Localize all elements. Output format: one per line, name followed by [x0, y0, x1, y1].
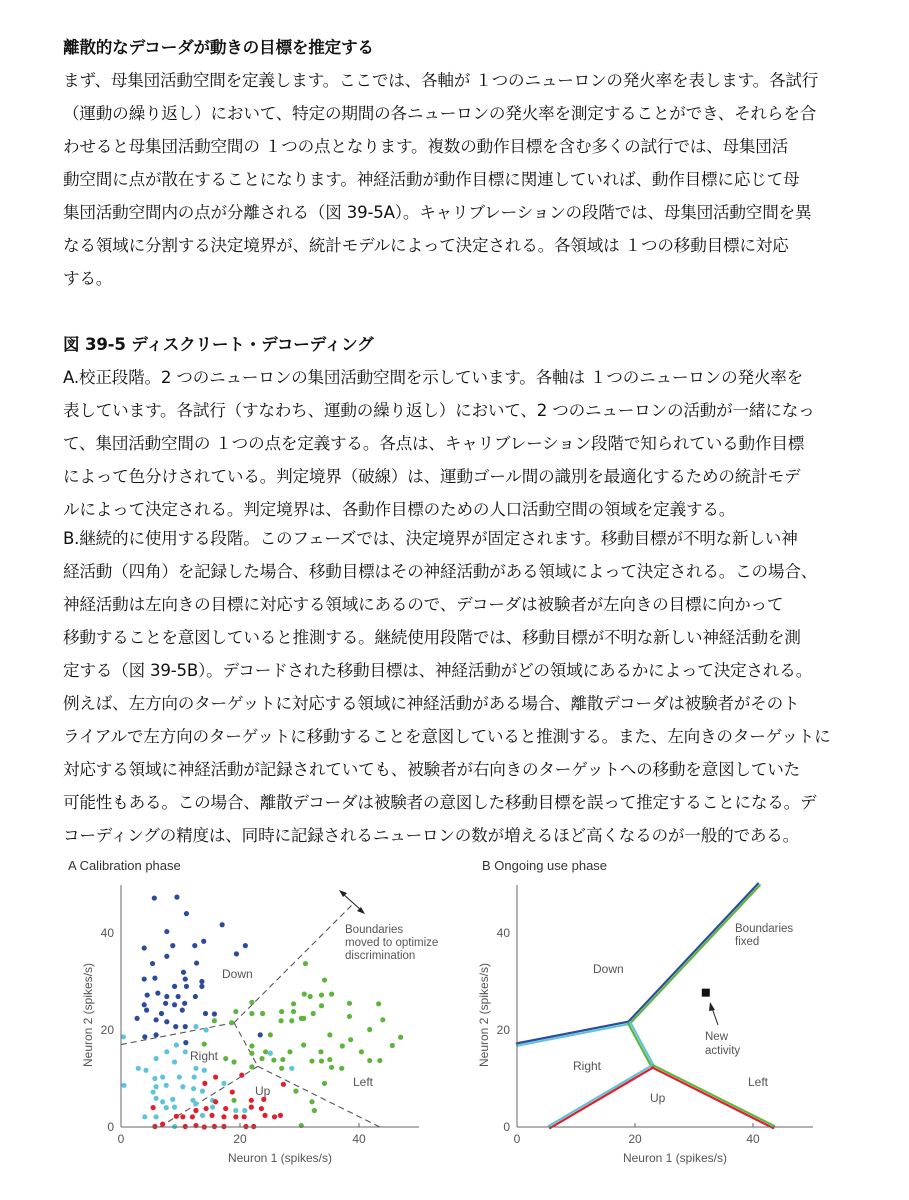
data-point-left: [309, 1058, 314, 1063]
data-point-left: [329, 992, 334, 997]
fixed-boundary-line: [549, 1065, 652, 1126]
section-body: [63, 64, 853, 295]
data-point-down: [142, 1034, 147, 1039]
data-point-left: [329, 1065, 334, 1070]
data-point-down: [243, 943, 248, 948]
data-point-down: [181, 970, 186, 975]
data-point-right: [177, 1074, 182, 1079]
data-point-left: [380, 1017, 385, 1022]
data-point-left: [231, 1059, 236, 1064]
data-point-left: [339, 1066, 344, 1071]
new-activity-square: [702, 989, 710, 997]
text-line: コーディングの精度は、同時に記録されるニューロンの数が増えるほど高くなるのが一般的である。: [63, 826, 800, 845]
data-point-up: [190, 1114, 195, 1119]
data-point-up: [209, 1113, 214, 1118]
data-point-up: [203, 1106, 208, 1111]
data-point-left: [367, 1058, 372, 1063]
data-point-right: [154, 1084, 159, 1089]
section-decoder: [63, 31, 853, 295]
fixed-boundary-line: [517, 1024, 629, 1046]
data-point-left: [322, 977, 327, 982]
data-point-down: [194, 960, 199, 965]
data-point-down: [172, 1002, 177, 1007]
data-point-up: [249, 1098, 254, 1103]
text-line: 移動することを意図していると推測する。継続使用段階では、移動目標が不明な新しい神経活動を測: [63, 628, 801, 647]
data-point-down: [145, 992, 150, 997]
text-line: 集団活動空間内の点が分離される（図 39-5A）。キャリブレーションの段階では、母集団活動空間を異: [63, 203, 812, 222]
annotation-line: fixed: [735, 936, 760, 948]
data-point-right: [172, 1105, 177, 1110]
data-point-left: [249, 1011, 254, 1016]
data-point-up: [278, 1113, 283, 1118]
data-point-left: [348, 1037, 353, 1042]
data-point-right: [170, 1097, 175, 1102]
panel-a-calibration-phase: [60, 850, 460, 1180]
region-label-right: Right: [190, 1049, 219, 1063]
data-point-left: [212, 1018, 217, 1023]
data-point-right: [200, 1089, 205, 1094]
data-point-up: [160, 1121, 165, 1126]
caption-part-a: [63, 361, 853, 526]
data-point-left: [229, 1020, 234, 1025]
data-point-down: [164, 994, 169, 999]
data-point-down: [170, 943, 175, 948]
data-point-left: [289, 1018, 294, 1023]
fixed-boundary-line: [630, 1022, 654, 1066]
text-line: なる領域に分割する決定境界が、統計モデルによって決定される。各領域は １つの移動目標に対応: [63, 236, 789, 255]
data-point-left: [311, 1011, 316, 1016]
data-point-down: [174, 895, 179, 900]
caption-part-b: [63, 522, 853, 852]
data-point-up: [249, 1105, 254, 1110]
text-line: ライアルで左方向のターゲットに移動することを意図していると推測する。また、左向きのターゲットに: [63, 727, 831, 746]
data-point-right: [172, 1059, 177, 1064]
data-point-right: [136, 1066, 141, 1071]
region-label-up: Up: [650, 1091, 666, 1105]
data-point-up: [230, 1089, 235, 1094]
x-tick: 40: [746, 1132, 760, 1146]
data-point-left: [340, 1043, 345, 1048]
x-tick: 0: [117, 1132, 125, 1146]
data-point-left: [278, 1018, 283, 1023]
data-point-left: [299, 1016, 304, 1021]
text-line: B.継続的に使用する段階。このフェーズでは、決定境界が固定されます。移動目標が不明な新しい神: [63, 529, 798, 548]
text-line: 可能性もある。この場合、離散デコーダは被験者の意図した移動目標を誤って推定することになる。デ: [63, 793, 817, 812]
data-point-left: [263, 1049, 268, 1054]
fixed-boundary-line: [628, 884, 758, 1022]
data-point-left: [202, 1041, 207, 1046]
y-tick: 0: [107, 1120, 114, 1134]
data-point-up: [272, 1114, 277, 1119]
y-tick: 0: [503, 1120, 510, 1134]
data-point-right: [210, 1105, 215, 1110]
data-point-left: [367, 1027, 372, 1032]
data-point-up: [221, 1114, 226, 1119]
double-arrow-icon: [339, 890, 365, 914]
text-line: 神経活動は左向きの目標に対応する領域にあるので、デコーダは被験者が左向きの目標に向かって: [63, 595, 784, 614]
decision-boundary-dashed: [234, 1023, 258, 1067]
data-point-left: [308, 994, 313, 999]
panel-b-title: B Ongoing use phase: [482, 858, 608, 873]
data-point-up: [213, 1074, 218, 1079]
data-point-left: [312, 1108, 317, 1113]
data-point-right: [221, 1081, 226, 1086]
data-point-down: [154, 1017, 159, 1022]
fixed-boundary-line: [517, 1022, 629, 1044]
data-point-left: [347, 1001, 352, 1006]
data-point-right: [154, 1096, 159, 1101]
data-point-left: [347, 1014, 352, 1019]
data-point-left: [327, 1032, 332, 1037]
data-point-down: [220, 922, 225, 927]
data-point-down: [155, 991, 160, 996]
data-point-left: [280, 1057, 285, 1062]
data-point-left: [249, 1064, 254, 1069]
data-point-left: [322, 1081, 327, 1086]
data-point-down: [203, 1011, 208, 1016]
region-label-up: Up: [255, 1084, 271, 1098]
panel-b-ongoing-use-phase: [460, 850, 840, 1180]
data-point-down: [193, 994, 198, 999]
text-line: て、集団活動空間の １つの点を定義する。各点は、キャリブレーション段階で知られている動作目標: [63, 434, 805, 453]
data-point-right: [193, 1101, 198, 1106]
data-point-down: [176, 994, 181, 999]
data-point-right: [164, 1083, 169, 1088]
y-tick: 20: [100, 1023, 114, 1037]
data-point-down: [173, 1024, 178, 1029]
region-label-down: Down: [222, 967, 253, 981]
data-point-left: [303, 961, 308, 966]
data-point-right: [154, 1114, 159, 1119]
data-point-left: [377, 1058, 382, 1063]
data-point-down: [234, 951, 239, 956]
text-line: する。: [63, 269, 113, 288]
y-axis-label: Neuron 2 (spikes/s): [81, 962, 95, 1068]
y-axis-label: Neuron 2 (spikes/s): [477, 962, 491, 1068]
data-point-left: [376, 1001, 381, 1006]
data-point-down: [164, 1019, 169, 1024]
y-tick: 40: [100, 926, 114, 940]
data-point-left: [319, 1058, 324, 1063]
data-point-down: [154, 1032, 159, 1037]
data-point-down: [258, 1032, 263, 1037]
fixed-boundary-line: [630, 885, 760, 1023]
text-line: まず、母集団活動空間を定義します。ここでは、各軸が １つのニューロンの発火率を表します。各試行: [63, 71, 819, 90]
data-point-up: [193, 1108, 198, 1113]
text-line: 表しています。各試行（すなわち、運動の繰り返し）において、2 つのニューロンの活動が一緒になっ: [63, 401, 815, 420]
region-label-right: Right: [573, 1059, 602, 1073]
data-point-left: [249, 1000, 254, 1005]
x-tick: 40: [352, 1132, 366, 1146]
data-point-left: [291, 1009, 296, 1014]
data-point-right: [192, 1074, 197, 1079]
data-point-down: [142, 1002, 147, 1007]
data-point-right: [143, 1068, 148, 1073]
y-tick: 40: [496, 926, 510, 940]
data-point-left: [318, 1049, 323, 1054]
section-title: 離散的なデコーダが動きの目標を推定する: [63, 38, 374, 57]
annotation-line: moved to optimize: [345, 937, 439, 949]
region-label-left: Left: [353, 1075, 374, 1089]
annotation-line: Boundaries: [345, 924, 404, 936]
data-point-right: [180, 1084, 185, 1089]
data-point-left: [233, 1009, 238, 1014]
data-point-right: [183, 1049, 188, 1054]
text-line: 経活動（四角）を記録した場合、移動目標はその神経活動がある領域によって決定される。この場合、: [63, 562, 818, 581]
data-point-up: [223, 1106, 228, 1111]
data-point-down: [184, 984, 189, 989]
data-point-right: [191, 1086, 196, 1091]
data-point-left: [319, 992, 324, 997]
arrow-icon: [709, 1002, 718, 1025]
data-point-left: [249, 1043, 254, 1048]
data-point-down: [163, 1001, 168, 1006]
data-point-left: [287, 1049, 292, 1054]
data-point-down: [183, 1040, 188, 1045]
data-point-right: [121, 1083, 126, 1088]
data-point-up: [151, 1105, 156, 1110]
data-point-left: [279, 1066, 284, 1071]
data-point-right: [289, 1066, 294, 1071]
data-point-left: [259, 1056, 264, 1061]
data-point-up: [259, 1106, 264, 1111]
data-point-down: [182, 1001, 187, 1006]
data-point-down: [144, 1008, 149, 1013]
figure-caption: [63, 328, 853, 852]
data-point-down: [159, 1011, 164, 1016]
text-line: わせると母集団活動空間の １つの点となります。複数の動作目標を含む多くの試行では、母集団活: [63, 137, 789, 156]
data-point-left: [271, 1057, 276, 1062]
data-point-up: [180, 1114, 185, 1119]
data-point-down: [152, 976, 157, 981]
data-point-left: [398, 1035, 403, 1040]
data-point-down: [152, 895, 157, 900]
data-point-right: [151, 1089, 156, 1094]
data-point-down: [199, 979, 204, 984]
panel-a-title: A Calibration phase: [68, 858, 181, 873]
figure-title: 図 39-5 ディスクリート・デコーディング: [63, 335, 374, 354]
x-tick: 0: [513, 1132, 521, 1146]
data-point-right: [202, 1068, 207, 1073]
x-axis-label: Neuron 1 (spikes/s): [622, 1151, 728, 1165]
data-point-down: [184, 911, 189, 916]
data-point-left: [291, 1001, 296, 1006]
data-point-down: [164, 954, 169, 959]
data-point-left: [223, 1056, 228, 1061]
data-point-right: [193, 1066, 198, 1071]
data-point-left: [359, 1049, 364, 1054]
data-point-up: [213, 1099, 218, 1104]
data-point-right: [193, 1024, 198, 1029]
data-point-left: [309, 1099, 314, 1104]
data-point-right: [142, 1114, 147, 1119]
region-label-down: Down: [593, 962, 624, 976]
x-tick: 20: [628, 1132, 642, 1146]
data-point-right: [121, 1034, 126, 1039]
data-point-down: [134, 1016, 139, 1021]
data-point-up: [242, 1114, 247, 1119]
data-point-up: [202, 1081, 207, 1086]
data-point-right: [160, 1074, 165, 1079]
data-point-down: [150, 961, 155, 966]
data-point-left: [302, 992, 307, 997]
data-point-left: [231, 1098, 236, 1103]
data-point-left: [390, 1043, 395, 1048]
data-point-right: [160, 1099, 165, 1104]
data-point-down: [192, 943, 197, 948]
data-point-up: [281, 1082, 286, 1087]
x-axis-label: Neuron 1 (spikes/s): [227, 1151, 333, 1165]
data-point-down: [212, 1011, 217, 1016]
data-point-down: [142, 945, 147, 950]
text-line: （運動の繰り返し）において、特定の期間の各ニューロンの発火率を測定することができ、それらを合: [63, 104, 817, 123]
annotation-line: New: [705, 1031, 729, 1043]
data-point-up: [239, 1073, 244, 1078]
data-point-down: [142, 976, 147, 981]
x-tick: 20: [233, 1132, 247, 1146]
text-line: によって色分けされている。判定境界（破線）は、運動ゴール間の識別を最適化するための統計モデ: [63, 467, 801, 486]
data-point-up: [262, 1113, 267, 1118]
data-point-down: [199, 984, 204, 989]
data-point-down: [180, 1008, 185, 1013]
annotation-line: discrimination: [345, 950, 416, 962]
text-line: A.校正段階。2 つのニューロンの集団活動空間を示しています。各軸は １つのニューロンの発火率を: [63, 368, 804, 387]
data-point-left: [301, 1042, 306, 1047]
data-point-right: [164, 1049, 169, 1054]
text-line: ルによって決定される。判定境界は、各動作目標のための人口活動空間の領域を定義する。: [63, 500, 736, 519]
data-point-down: [201, 939, 206, 944]
data-point-left: [293, 1089, 298, 1094]
annotation-line: Boundaries: [735, 923, 794, 935]
annotation-line: activity: [705, 1045, 741, 1057]
data-point-left: [268, 1032, 273, 1037]
region-label-left: Left: [748, 1075, 769, 1089]
data-point-down: [183, 1024, 188, 1029]
y-tick: 20: [496, 1023, 510, 1037]
data-point-up: [174, 1114, 179, 1119]
data-point-right: [268, 1051, 273, 1056]
data-point-right: [164, 1105, 169, 1110]
data-point-right: [154, 1056, 159, 1061]
data-point-down: [172, 984, 177, 989]
data-point-right: [242, 1108, 247, 1113]
data-point-left: [279, 1009, 284, 1014]
fixed-boundary-line: [628, 1023, 652, 1067]
data-point-right: [174, 1042, 179, 1047]
text-line: 例えば、左方向のターゲットに対応する領域に神経活動がある場合、離散デコーダは被験者がそのト: [63, 694, 800, 713]
data-point-right: [203, 1027, 208, 1032]
text-line: 対応する領域に神経活動が記録されていても、被験者が右向きのターゲットへの移動を意図していた: [63, 760, 801, 779]
data-point-left: [319, 1003, 324, 1008]
data-point-down: [164, 929, 169, 934]
data-point-right: [152, 1076, 157, 1081]
data-point-down: [183, 976, 188, 981]
data-point-left: [260, 1011, 265, 1016]
data-point-up: [233, 1114, 238, 1119]
data-point-right: [233, 1108, 238, 1113]
data-point-right: [200, 1113, 205, 1118]
text-line: 動空間に点が散在することになります。神経活動が動作目標に関連していれば、動作目標に応じて母: [63, 170, 800, 189]
text-line: 定する（図 39-5B）。デコードされた移動目標は、神経活動がどの領域にあるかによって決定される。: [63, 661, 813, 680]
data-point-left: [327, 1057, 332, 1062]
fixed-boundary-line: [550, 1067, 653, 1128]
data-point-left: [249, 1051, 254, 1056]
